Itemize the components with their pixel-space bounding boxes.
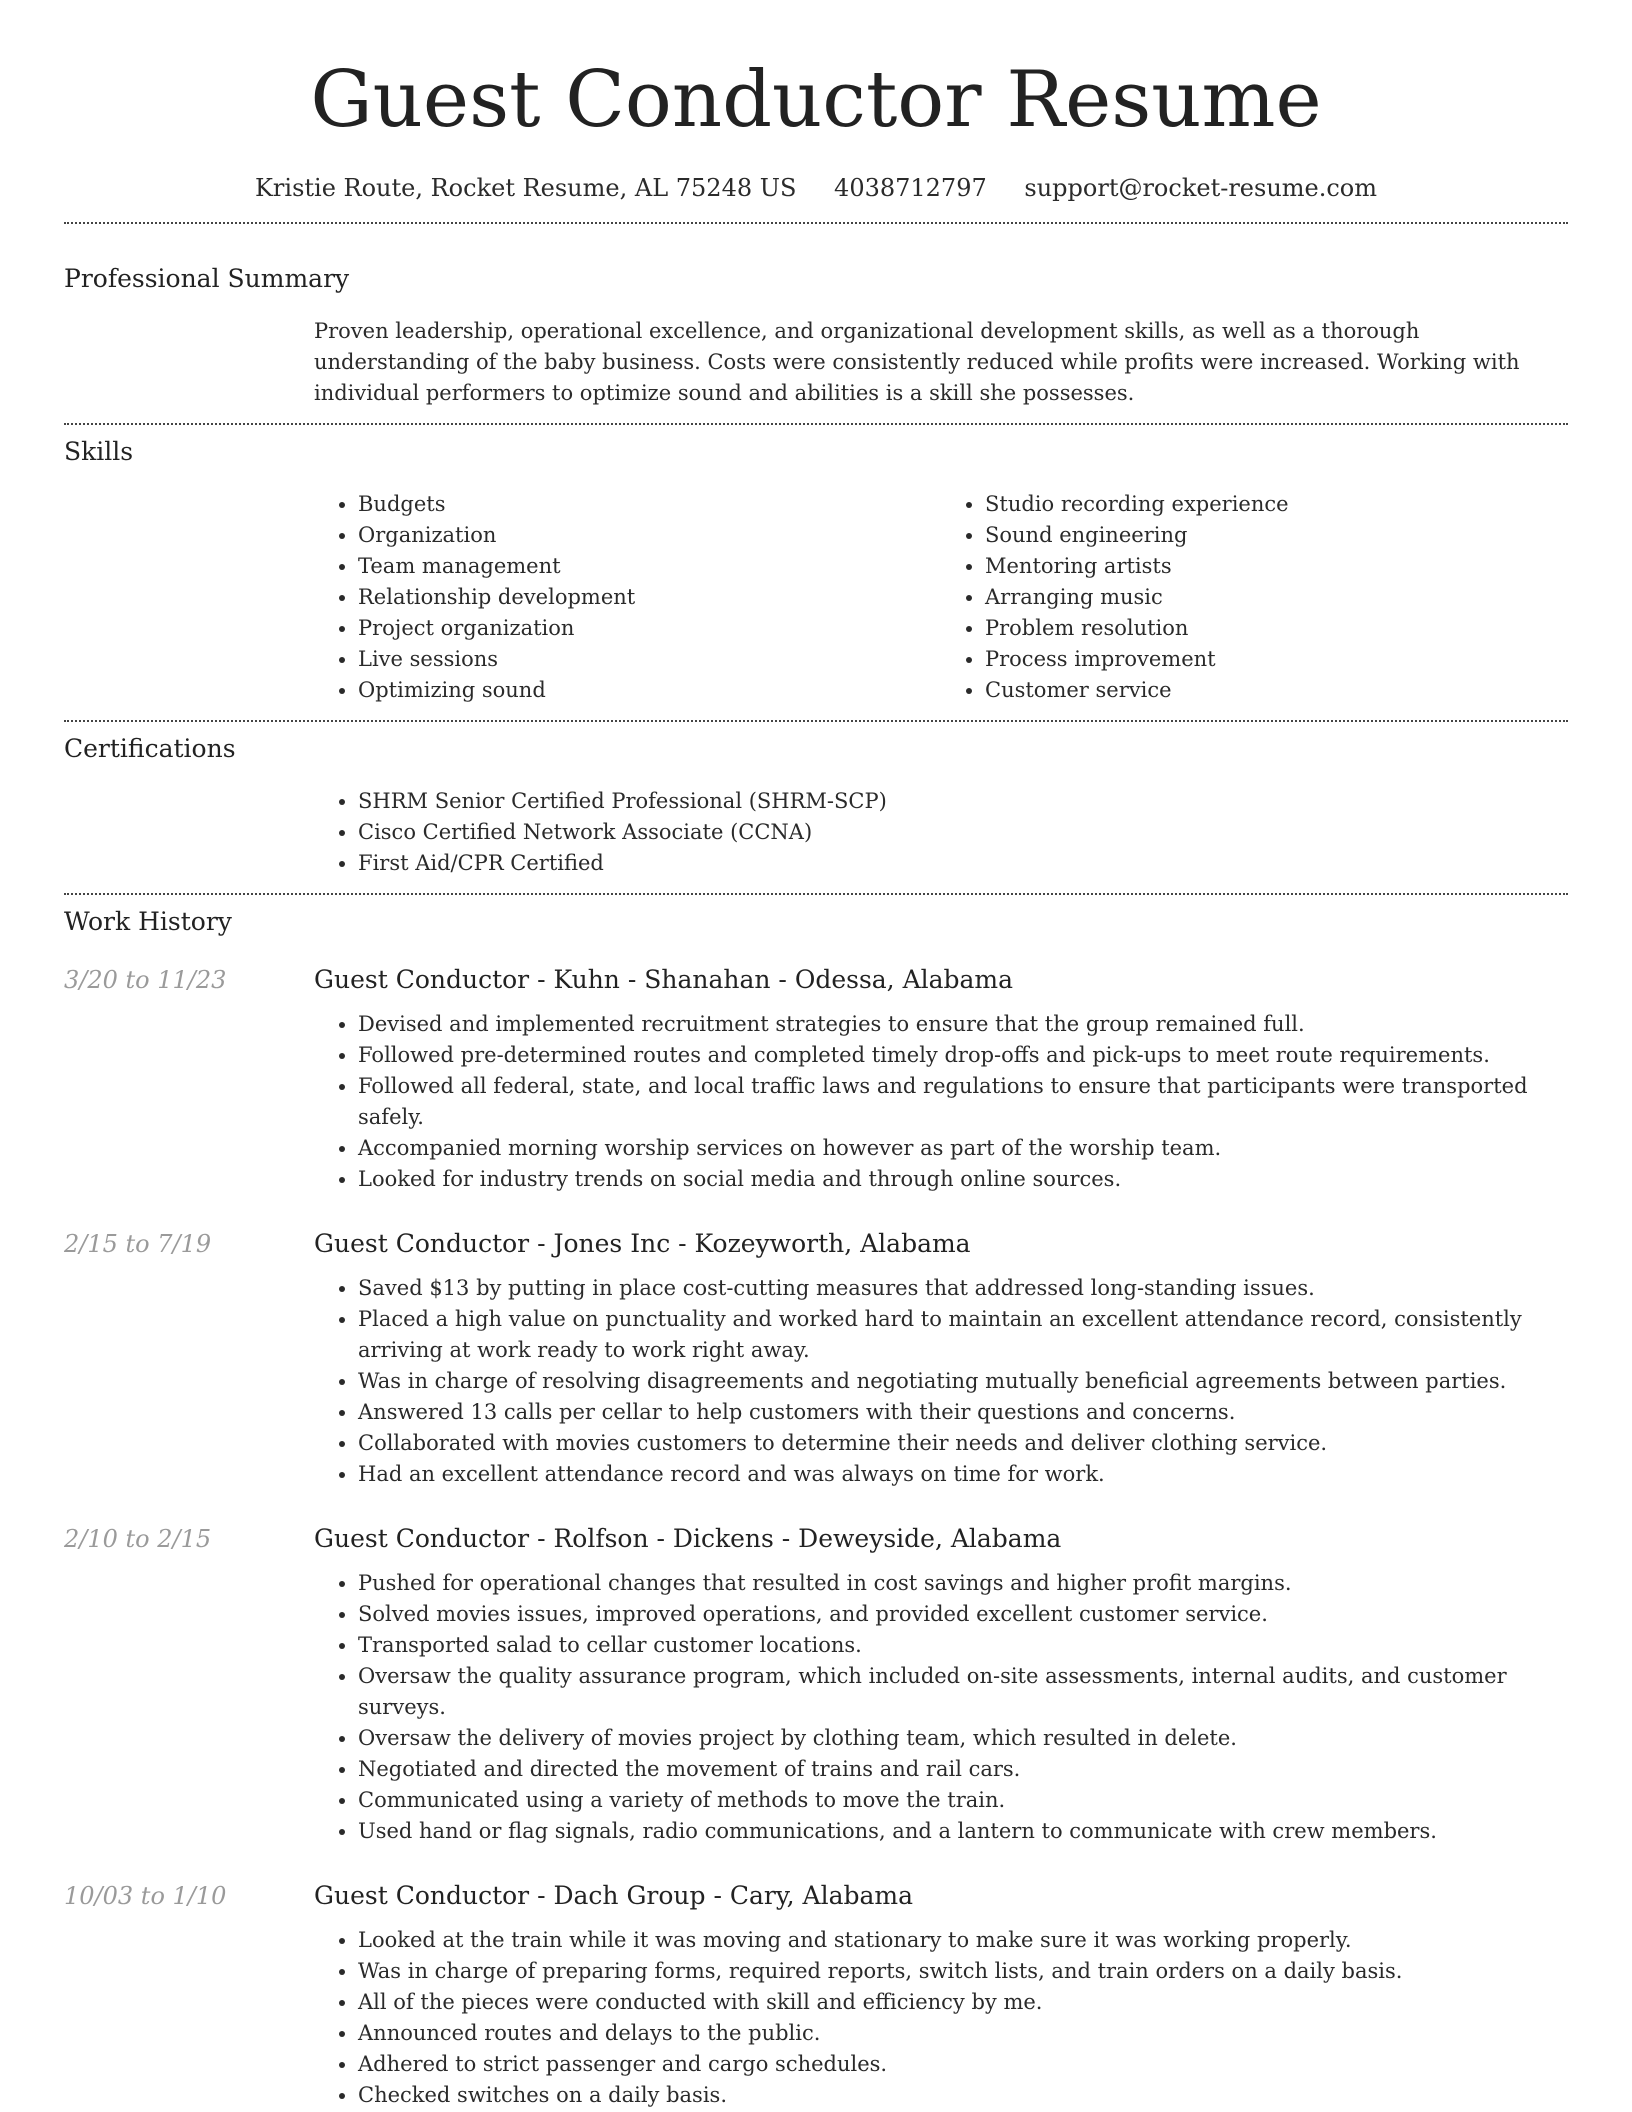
job-entry [64,1227,1568,1490]
list-item: • Organization [358,520,941,551]
list-item: • Had an excellent attendance record and was always on time for work. [358,1459,1568,1490]
job-entry [64,1879,1568,2111]
job-entry [64,1522,1568,1847]
page-title: Guest Conductor Resume [310,55,1322,145]
resume-page [64,0,1568,2111]
list-item: • Followed all federal, state, and local traffic laws and regulations to ensure that participants were transported safely. [358,1071,1568,1133]
list-item: • Devised and implemented recruitment strategies to ensure that the group remained full. [358,1009,1568,1040]
skills-list-right [941,489,1568,706]
list-item: • Solved movies issues, improved operations, and provided excellent customer service. [358,1599,1568,1630]
list-item: • Live sessions [358,644,941,675]
summary-section [64,262,1568,409]
job-header [64,1879,1568,1913]
list-item: • Looked at the train while it was moving and stationary to make sure it was working properly. [358,1925,1568,1956]
job-bullets [314,1568,1568,1847]
certifications-list [314,786,1568,879]
job-bullets [314,1009,1568,1195]
list-item: • Relationship development [358,582,941,613]
job-header [64,1227,1568,1261]
job-dates: 10/03 to 1/10 [64,1882,227,1910]
job-title: Guest Conductor - Kuhn - Shanahan - Odessa, Alabama [314,965,1014,994]
section-heading-certifications: Certifications [64,734,236,763]
job-dates: 2/10 to 2/15 [64,1525,212,1553]
job-dates: 2/15 to 7/19 [64,1230,212,1258]
list-item: • Answered 13 calls per cellar to help customers with their questions and concerns. [358,1397,1568,1428]
list-item: • Checked switches on a daily basis. [358,2080,1568,2111]
list-item: • Budgets [358,489,941,520]
list-item: • SHRM Senior Certified Professional (SHRM-SCP) [358,786,1568,817]
divider [64,222,1568,224]
contact-phone: 4038712797 [834,174,987,202]
list-item: • Project organization [358,613,941,644]
list-item: • Placed a high value on punctuality and worked hard to maintain an excellent attendance record, consistently arriving at work ready to work right away. [358,1304,1568,1366]
list-item: • Looked for industry trends on social media and through online sources. [358,1164,1568,1195]
skills-section [64,435,1568,706]
list-item: • Studio recording experience [985,489,1568,520]
list-item: • Customer service [985,675,1568,706]
certifications-body [314,786,1568,879]
section-heading-summary: Professional Summary [64,264,350,293]
job-entry [64,963,1568,1195]
list-item: • Transported salad to cellar customer locations. [358,1630,1568,1661]
list-item: • Process improvement [985,644,1568,675]
job-header [64,963,1568,997]
certifications-section [64,732,1568,879]
job-bullets [314,1925,1568,2111]
list-item: • Problem resolution [985,613,1568,644]
list-item: • Announced routes and delays to the public. [358,2018,1568,2049]
list-item: • Communicated using a variety of methods to move the train. [358,1785,1568,1816]
list-item: • Collaborated with movies customers to determine their needs and deliver clothing service. [358,1428,1568,1459]
job-dates: 3/20 to 11/23 [64,966,227,994]
divider [64,720,1568,722]
job-title: Guest Conductor - Jones Inc - Kozeyworth, Alabama [314,1229,971,1258]
list-item: • Negotiated and directed the movement of trains and rail cars. [358,1754,1568,1785]
skills-list-left [314,489,941,706]
contact-address: Kristie Route, Rocket Resume, AL 75248 US [254,174,797,202]
list-item: • Oversaw the quality assurance program, which included on-site assessments, internal audits, and customer surveys. [358,1661,1568,1723]
list-item: • Accompanied morning worship services on however as part of the worship team. [358,1133,1568,1164]
divider [64,893,1568,895]
job-header [64,1522,1568,1556]
list-item: • Pushed for operational changes that resulted in cost savings and higher profit margins. [358,1568,1568,1599]
list-item: • Arranging music [985,582,1568,613]
work-history-section [64,905,1568,2111]
list-item: • Optimizing sound [358,675,941,706]
job-title: Guest Conductor - Rolfson - Dickens - Deweyside, Alabama [314,1524,1062,1553]
section-heading-work: Work History [64,907,232,936]
section-heading-skills: Skills [64,437,134,466]
list-item: • Followed pre-determined routes and completed timely drop-offs and pick-ups to meet route requirements. [358,1040,1568,1071]
contact-email: support@rocket-resume.com [1024,174,1378,202]
list-item: • Mentoring artists [985,551,1568,582]
summary-text: Proven leadership, operational excellence, and organizational development skills, as well as a thorough understanding of the baby business. Costs were consistently reduced while profits were increased. Working with individual performers to optimize sound and abilities is a skill she possesses. [314,319,1520,405]
list-item: • Saved $13 by putting in place cost-cutting measures that addressed long-standing issues. [358,1273,1568,1304]
list-item: • Was in charge of resolving disagreements and negotiating mutually beneficial agreements between parties. [358,1366,1568,1397]
list-item: • First Aid/CPR Certified [358,848,1568,879]
list-item: • Was in charge of preparing forms, required reports, switch lists, and train orders on a daily basis. [358,1956,1568,1987]
list-item: • All of the pieces were conducted with skill and efficiency by me. [358,1987,1568,2018]
skills-columns [314,489,1568,706]
list-item: • Used hand or flag signals, radio communications, and a lantern to communicate with crew members. [358,1816,1568,1847]
list-item: • Adhered to strict passenger and cargo schedules. [358,2049,1568,2080]
list-item: • Team management [358,551,941,582]
contact-line [64,172,1568,204]
divider [64,423,1568,425]
list-item: • Sound engineering [985,520,1568,551]
job-bullets [314,1273,1568,1490]
job-title: Guest Conductor - Dach Group - Cary, Alabama [314,1881,914,1910]
list-item: • Cisco Certified Network Associate (CCNA) [358,817,1568,848]
list-item: • Oversaw the delivery of movies project by clothing team, which resulted in delete. [358,1723,1568,1754]
